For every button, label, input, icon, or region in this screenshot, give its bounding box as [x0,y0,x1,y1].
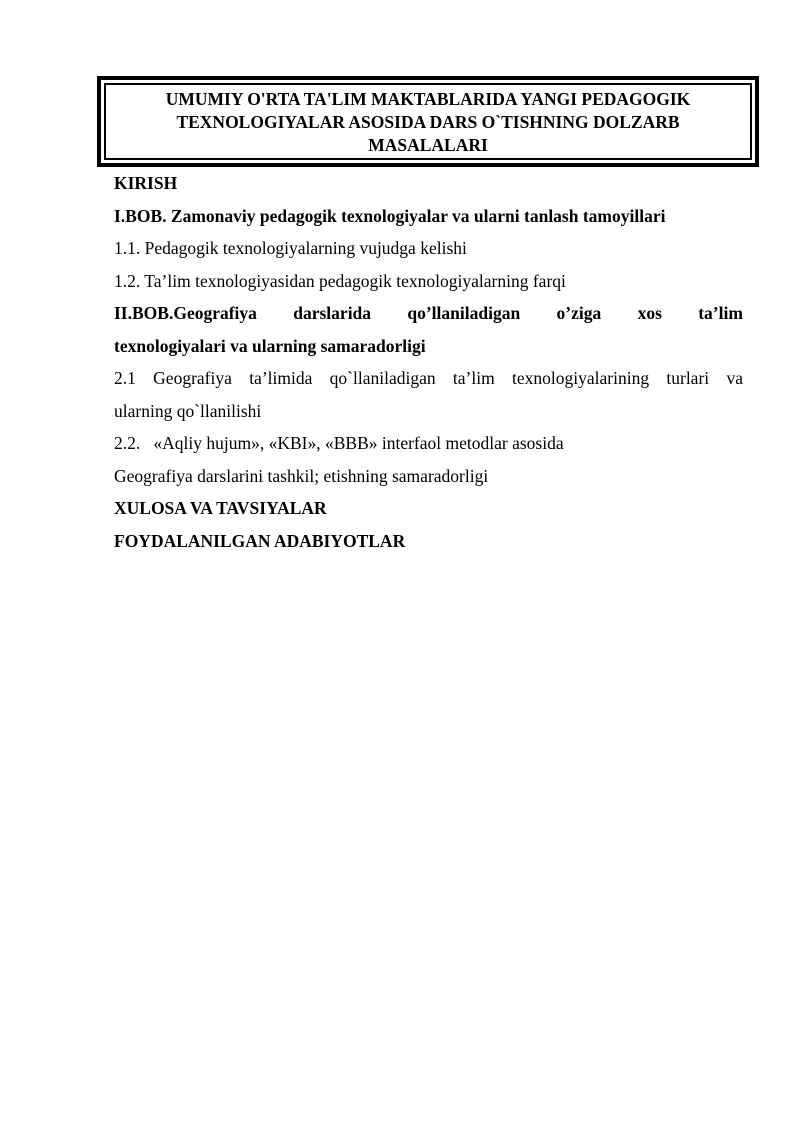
toc-item-2-1-word: va [726,368,743,388]
toc-chapter-1: I.BOB. Zamonaviy pedagogik texnologiyalar va ularni tanlash tamoyillari [114,205,666,226]
toc-chapter-2-word: xos [637,303,662,323]
toc-item-2-1-line-2: ularning qo`llanilishi [114,400,262,421]
toc-references: FOYDALANILGAN ADABIYOTLAR [114,530,406,551]
toc-item-2-1-word: turlari [666,368,710,388]
toc-item-2-2-line-1: 2.2. «Aqliy hujum», «KBI», «BBB» interfaol metodlar asosida [114,433,564,453]
toc-item-2-1-word: ta’lim [452,368,495,388]
toc-chapter-2-word: II.BOB.Geografiya [114,303,257,323]
toc-chapter-2-word: o’ziga [556,303,602,323]
table-of-contents [114,167,743,557]
document-title [104,83,752,160]
toc-item-1-1: 1.1. Pedagogik texnologiyalarning vujudga kelishi [114,238,467,258]
toc-chapter-2-line-2: texnologiyalari va ularning samaradorligi [114,335,426,356]
title-line-2: TEXNOLOGIYALAR ASOSIDA DARS O`TISHNING DOLZARB [176,111,680,132]
toc-item-2-1-word: ta’limida [249,368,313,388]
toc-conclusion: XULOSA VA TAVSIYALAR [114,498,327,518]
toc-item-2-1-line-1 [114,362,743,395]
toc-item-2-1-word: texnologiyalarining [512,368,650,388]
title-line-1: UMUMIY O'RTA TA'LIM MAKTABLARIDA YANGI PEDAGOGIK [165,88,691,109]
toc-chapter-2-word: ta’lim [698,303,743,323]
toc-chapter-2-word: darslarida [293,303,372,323]
toc-intro: KIRISH [114,173,178,193]
toc-item-2-1-word: Geografiya [153,368,232,388]
toc-chapter-2-word: qo’llaniladigan [407,303,521,323]
toc-item-2-2-line-2: Geografiya darslarini tashkil; etishning samaradorligi [114,465,489,486]
title-line-3: MASALALARI [368,134,488,155]
toc-item-2-1-word: qo`llaniladigan [329,368,436,388]
toc-item-2-1-word: 2.1 [114,368,136,388]
toc-chapter-2-line-1 [114,297,743,330]
title-frame [97,76,759,167]
toc-item-1-2: 1.2. Ta’lim texnologiyasidan pedagogik texnologiyalarning farqi [114,270,566,291]
